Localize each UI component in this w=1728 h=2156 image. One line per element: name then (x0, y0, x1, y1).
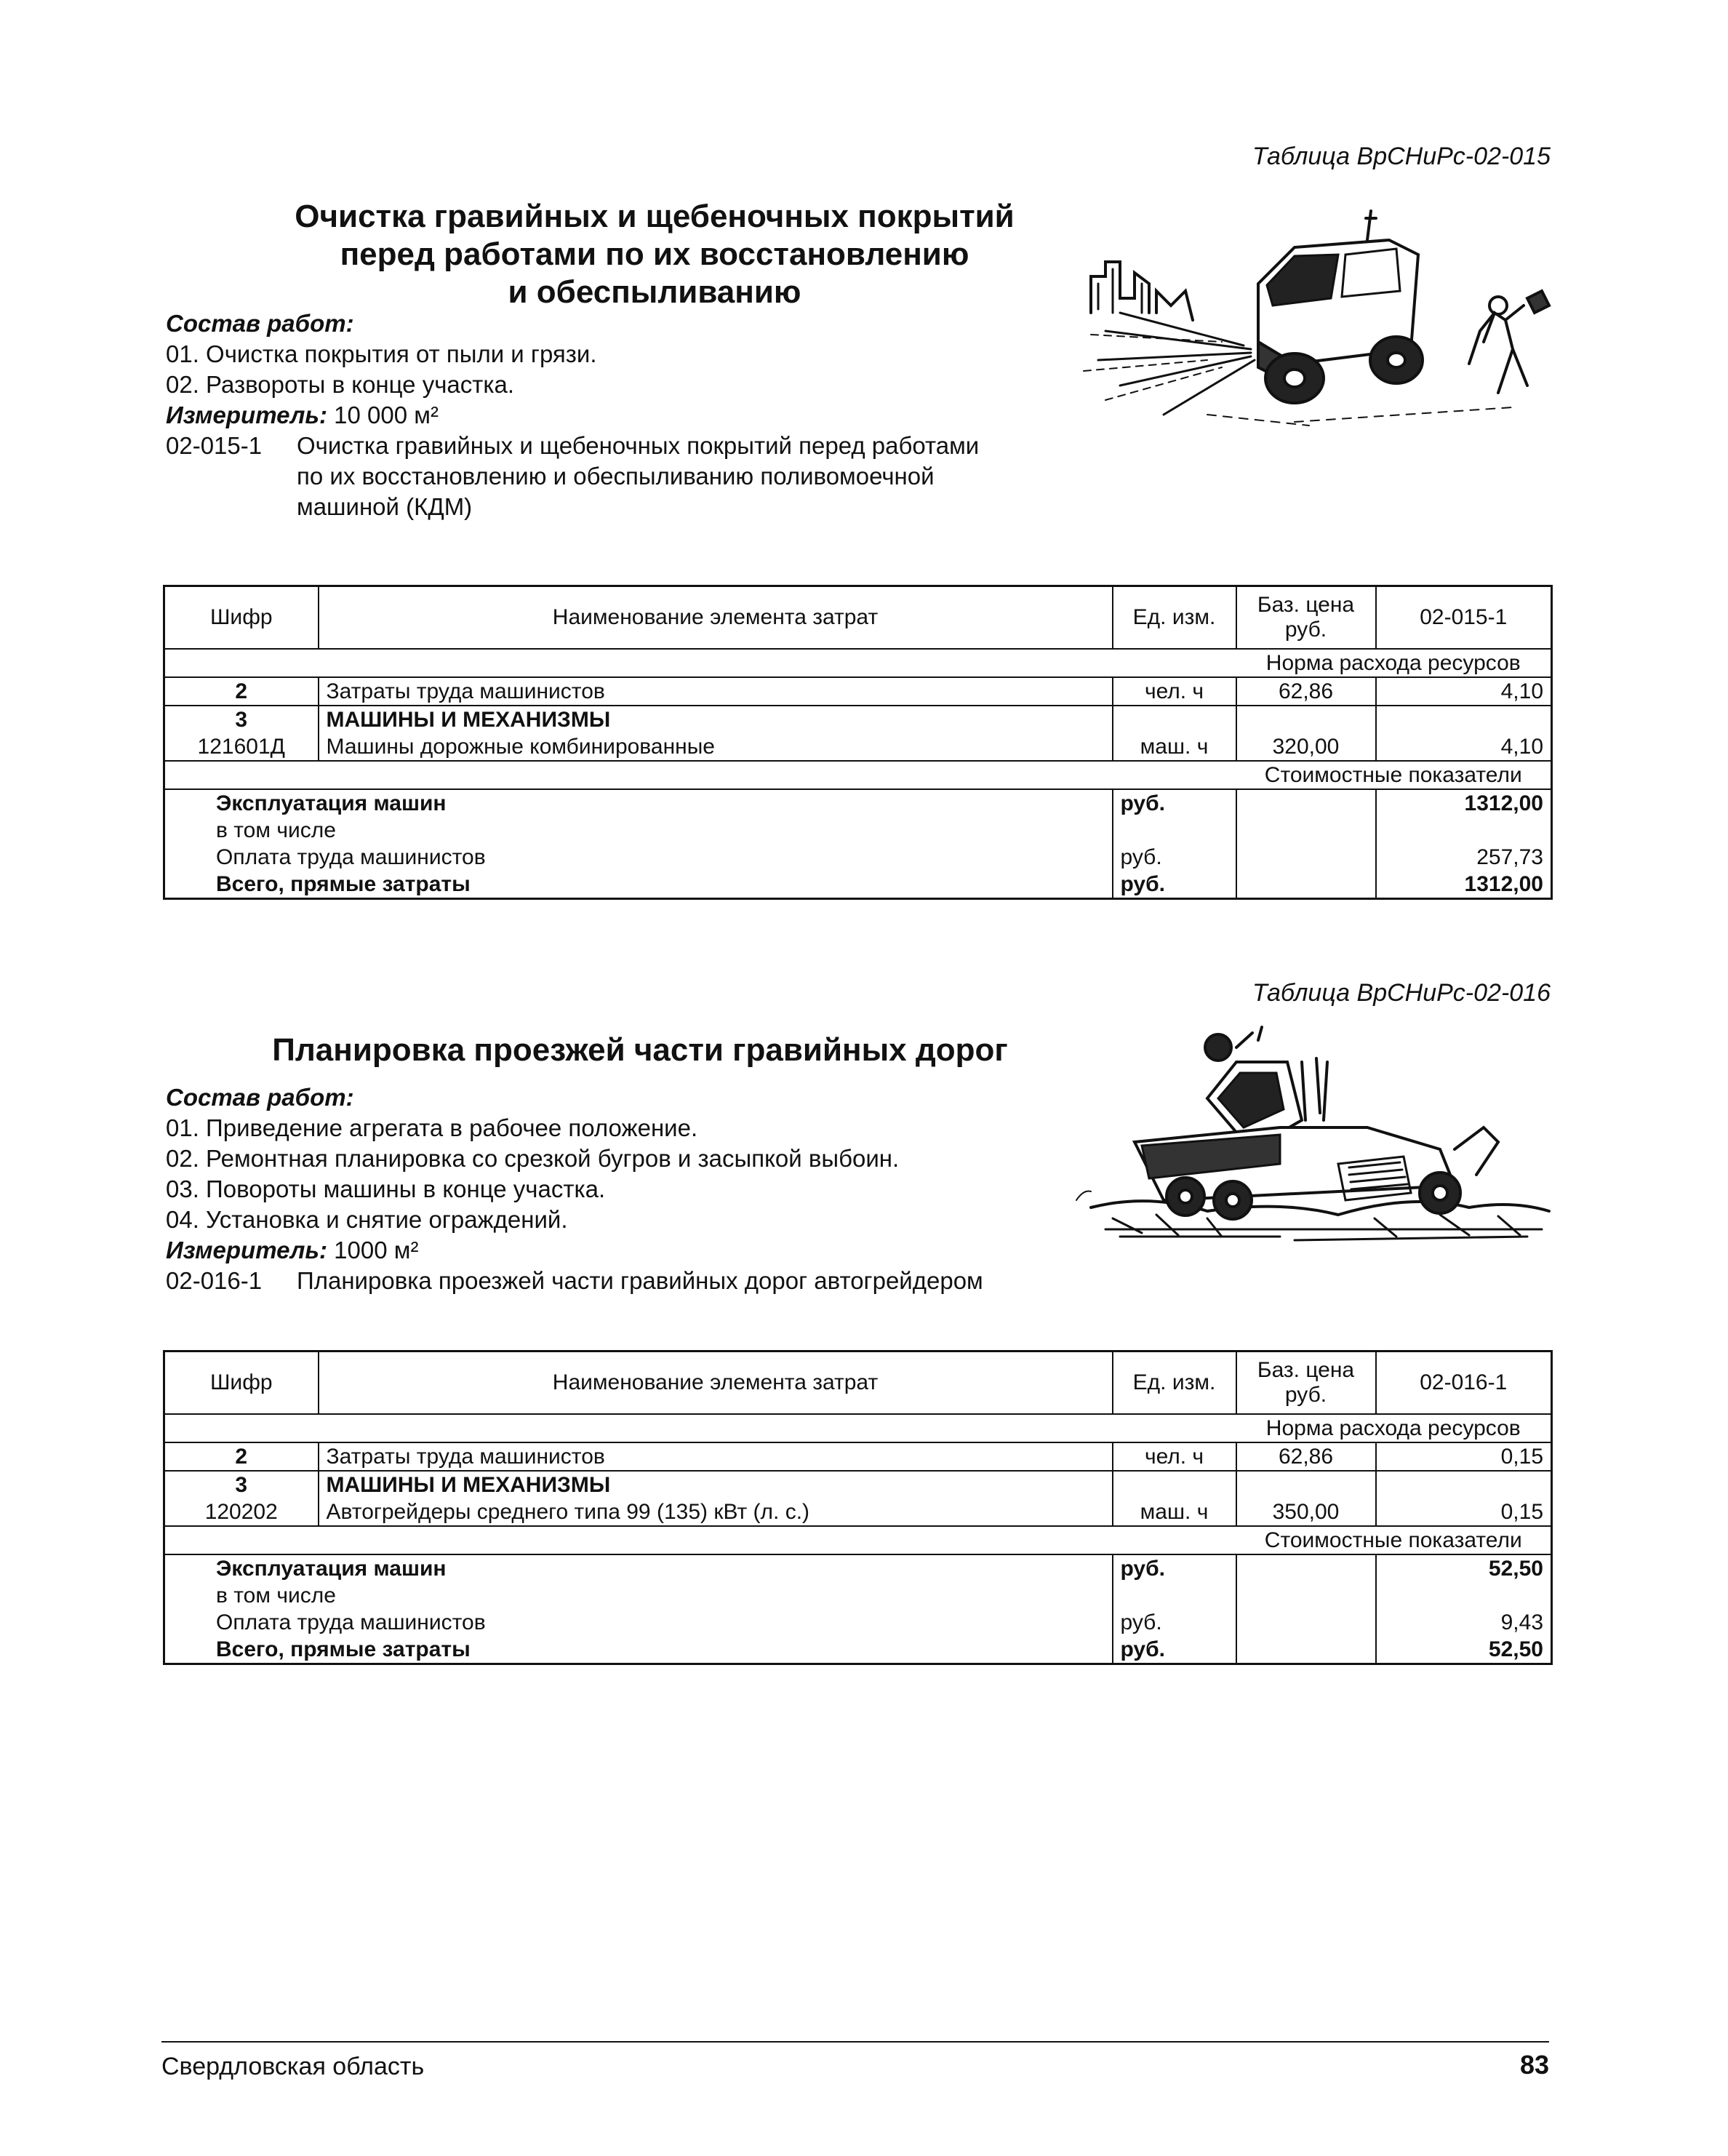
section-norm: Норма расхода ресурсов (1236, 649, 1552, 677)
title-line: Очистка гравийных и щебеночных покрытий (295, 199, 1015, 234)
meter (166, 1235, 983, 1266)
item-desc-line: Планировка проезжей части гравийных дорог автогрейдером (297, 1267, 983, 1294)
meter-value: 10 000 м² (334, 402, 439, 428)
cell-value: 4,10 (1376, 677, 1552, 706)
cell-value: 52,50 (1376, 1636, 1552, 1664)
table-row (164, 1442, 1552, 1471)
title-line: и обеспыливанию (508, 274, 801, 310)
footer-divider (161, 2041, 1549, 2043)
composition-label: Состав работ: (166, 1084, 354, 1111)
cell-unit: руб. (1113, 1636, 1236, 1664)
cell-name: МАШИНЫ И МЕХАНИЗМЫ (319, 1471, 1113, 1498)
composition-label: Состав работ: (166, 310, 354, 337)
section-cost: Стоимостные показатели (1236, 1526, 1552, 1554)
table-row (164, 817, 1552, 844)
item-code: 02-015-1 (166, 432, 263, 459)
item-desc-line: Очистка гравийных и щебеночных покрытий перед работами (297, 432, 980, 459)
cell-name: Машины дорожные комбинированные (319, 733, 1113, 761)
cell-price: 62,86 (1236, 677, 1376, 706)
grader-sketch (1062, 1018, 1571, 1266)
work-item: 02. Развороты в конце участка. (166, 371, 515, 398)
cell-value: 0,15 (1376, 1442, 1552, 1471)
section-title (218, 198, 1091, 311)
section-row (164, 1414, 1552, 1442)
title-line: Планировка проезжей части гравийных дорог (272, 1032, 1008, 1068)
cell-name: Оплата труда машинистов (216, 1610, 486, 1634)
cell-name: Всего, прямые затраты (216, 872, 471, 896)
section-row (164, 1526, 1552, 1554)
table-row (164, 1636, 1552, 1664)
cell-unit: руб. (1113, 1554, 1236, 1582)
table-row (164, 733, 1552, 761)
section-row (164, 761, 1552, 789)
cell-value: 9,43 (1376, 1609, 1552, 1636)
item-desc-line: по их восстановлению и обеспыливанию поливомоечной (297, 463, 935, 490)
cell-unit: руб. (1113, 871, 1236, 899)
cell-name: Всего, прямые затраты (216, 1637, 471, 1661)
header-unit: Ед. изм. (1113, 586, 1236, 650)
cell-unit: руб. (1113, 1609, 1236, 1636)
section-cost: Стоимостные показатели (1236, 761, 1552, 789)
cell-unit: чел. ч (1113, 1442, 1236, 1471)
table-row (164, 844, 1552, 871)
cell-value: 0,15 (1376, 1498, 1552, 1526)
item-desc-line: машиной (КДМ) (297, 493, 473, 520)
cell-value: 1312,00 (1376, 789, 1552, 817)
header-item: 02-016-1 (1376, 1352, 1552, 1415)
cell-name: Затраты труда машинистов (319, 1442, 1113, 1471)
table-row (164, 1582, 1552, 1609)
cell-value: 52,50 (1376, 1554, 1552, 1582)
item-code: 02-016-1 (166, 1267, 263, 1294)
header-code: Шифр (164, 1352, 319, 1415)
cell-name: Автогрейдеры среднего типа 99 (135) кВт (л. с.) (319, 1498, 1113, 1526)
cell-unit: маш. ч (1113, 733, 1236, 761)
cell-unit: руб. (1113, 789, 1236, 817)
table-row (164, 1471, 1552, 1498)
cell-unit: руб. (1113, 844, 1236, 871)
cell-value: 4,10 (1376, 733, 1552, 761)
item-description (166, 431, 979, 461)
cost-table (163, 1350, 1553, 1665)
header-name: Наименование элемента затрат (319, 1352, 1113, 1415)
cell-code: 2 (164, 677, 319, 706)
section-row (164, 649, 1552, 677)
cell-name: Эксплуатация машин (216, 791, 447, 815)
header-price (1236, 1352, 1376, 1415)
table-row (164, 1609, 1552, 1636)
table-row (164, 789, 1552, 817)
section-title (225, 1031, 1055, 1069)
cell-name: Затраты труда машинистов (319, 677, 1113, 706)
header-unit: Ед. изм. (1113, 1352, 1236, 1415)
meter-label: Измеритель: (166, 1237, 327, 1263)
cell-unit: маш. ч (1113, 1498, 1236, 1526)
meter-value: 1000 м² (334, 1237, 419, 1263)
cell-unit: чел. ч (1113, 677, 1236, 706)
cell-price: 350,00 (1236, 1498, 1376, 1526)
cell-code: 2 (164, 1442, 319, 1471)
meter (166, 400, 979, 431)
table-header (164, 586, 1552, 650)
work-item: 01. Приведение агрегата в рабочее положение. (166, 1114, 698, 1141)
table-row (164, 1554, 1552, 1582)
header-price-line: Баз. цена (1257, 593, 1355, 617)
table-row (164, 1498, 1552, 1526)
header-price-line: руб. (1284, 618, 1327, 642)
work-item: 02. Ремонтная планировка со срезкой бугров и засыпкой выбоин. (166, 1145, 900, 1172)
table-label: Таблица ВрСНиРс-02-015 (1252, 143, 1551, 170)
header-price-line: руб. (1284, 1383, 1327, 1407)
header-name: Наименование элемента затрат (319, 586, 1113, 650)
cell-code: 121601Д (164, 733, 319, 761)
cell-name: Оплата труда машинистов (216, 845, 486, 869)
cost-table (163, 585, 1553, 900)
cell-code: 120202 (164, 1498, 319, 1526)
work-item: 03. Повороты машины в конце участка. (166, 1175, 606, 1202)
table-row (164, 871, 1552, 899)
item-description (166, 1266, 983, 1296)
cell-price: 320,00 (1236, 733, 1376, 761)
work-item: 04. Установка и снятие ограждений. (166, 1206, 568, 1233)
cell-price: 62,86 (1236, 1442, 1376, 1471)
header-price-line: Баз. цена (1257, 1358, 1355, 1382)
cell-code: 3 (235, 708, 248, 732)
cell-name: МАШИНЫ И МЕХАНИЗМЫ (319, 706, 1113, 733)
title-line: перед работами по их восстановлению (340, 236, 969, 272)
table-label: Таблица ВрСНиРс-02-016 (1252, 979, 1551, 1007)
header-code: Шифр (164, 586, 319, 650)
table-row (164, 677, 1552, 706)
cell-name: в том числе (216, 818, 336, 842)
table-header (164, 1352, 1552, 1415)
header-price (1236, 586, 1376, 650)
cell-code: 3 (235, 1473, 248, 1497)
section-norm: Норма расхода ресурсов (1236, 1414, 1552, 1442)
header-item: 02-015-1 (1376, 586, 1552, 650)
washer-truck-sketch (1076, 204, 1571, 436)
page-number: 83 (1519, 2050, 1549, 2080)
footer-region: Свердловская область (161, 2053, 425, 2080)
cell-name: в том числе (216, 1584, 336, 1608)
cell-value: 257,73 (1376, 844, 1552, 871)
cell-name: Эксплуатация машин (216, 1557, 447, 1581)
meter-label: Измеритель: (166, 402, 327, 428)
table-row (164, 706, 1552, 733)
work-item: 01. Очистка покрытия от пыли и грязи. (166, 340, 597, 367)
cell-value: 1312,00 (1376, 871, 1552, 899)
